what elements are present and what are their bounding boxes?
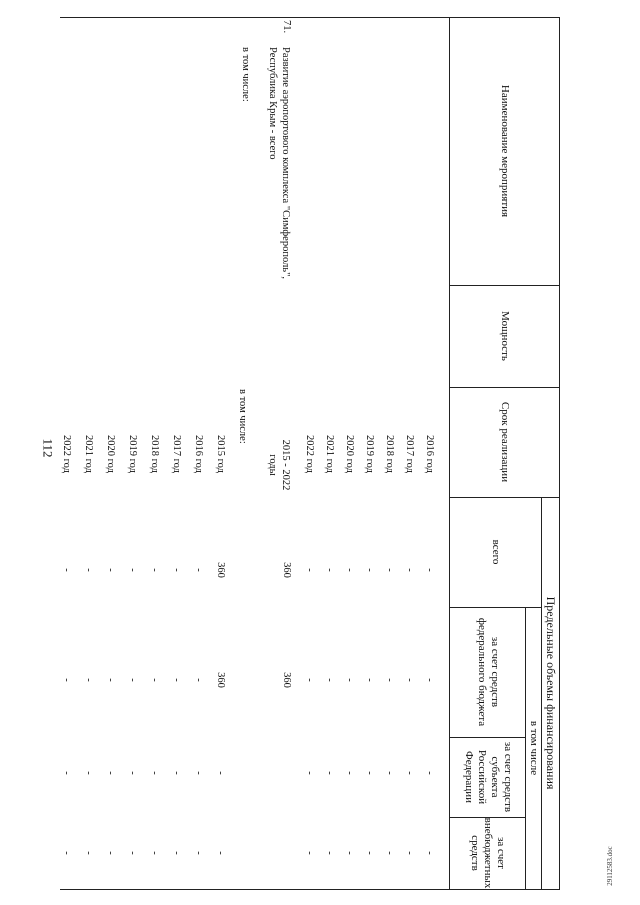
row-total: 360 [215,562,226,578]
row-subject: - [404,771,415,775]
row-number: 71. [281,20,292,34]
row-federal: - [127,678,138,682]
row-offbudget: - [344,851,355,855]
row-period: 2018 год [384,435,395,473]
row-subject: - [364,771,375,775]
page-number: 112 [40,438,56,458]
header-federal: за счет средств федерального бюджета [476,617,501,727]
header-name: Наименование мероприятия [499,84,512,218]
row-period: 2018 год [149,435,160,473]
table-row [208,17,228,889]
row-federal: - [149,678,160,682]
row-federal: 360 [281,672,292,688]
row-subject: - [127,771,138,775]
row-period: 2015 - 2022 годы [267,439,291,491]
row-offbudget: - [364,851,375,855]
row-period: в том числе: [237,389,248,444]
table-row [397,17,417,889]
row-federal: - [171,678,182,682]
row-offbudget: - [424,851,435,855]
row-name-subtitle: в том числе: [240,47,251,102]
table-row [54,17,74,889]
row-total: - [424,568,435,572]
row-subject: - [83,771,94,775]
table-row [234,17,254,889]
row-total: - [105,568,116,572]
row-subject: - [61,771,72,775]
row-period: 2021 год [324,435,335,473]
row-offbudget: - [61,851,72,855]
row-total: - [83,568,94,572]
row-federal: 360 [215,672,226,688]
table-row [417,17,437,889]
row-federal: - [364,678,375,682]
row-name: Развитие аэропортового комплекса "Симферополь", Республика Крым - всего [267,47,291,280]
row-period: 2015 год [215,435,226,473]
row-period: 2019 год [364,435,375,473]
row-total: - [127,568,138,572]
row-federal: - [424,678,435,682]
row-total: - [171,568,182,572]
row-period: 2017 год [404,435,415,473]
row-period: 2020 год [344,435,355,473]
row-federal: - [105,678,116,682]
table-row [98,17,118,889]
table-row [142,17,162,889]
row-subject: - [193,771,204,775]
row-total: - [364,568,375,572]
row-total: - [324,568,335,572]
table-row [357,17,377,889]
row-subject: - [105,771,116,775]
row-federal: - [61,678,72,682]
row-total: - [404,568,415,572]
row-subject: - [215,771,226,775]
row-offbudget: - [193,851,204,855]
row-period: 2022 год [304,435,315,473]
table-row [317,17,337,889]
row-period: 2016 год [193,435,204,473]
header-funding-group: Предельные объемы финансирования [544,596,559,790]
row-total: - [61,568,72,572]
row-total: - [149,568,160,572]
row-subject: - [424,771,435,775]
funding-table [60,17,560,889]
row-total: 360 [281,562,292,578]
row-offbudget: - [149,851,160,855]
header-offbudget: за счет внебюджетных средств [469,817,508,889]
row-subject: - [324,771,335,775]
row-federal: - [193,678,204,682]
row-period: 2021 год [83,435,94,473]
row-period: 2020 год [105,435,116,473]
table-row [377,17,397,889]
table-border-right [60,889,560,890]
row-offbudget: - [384,851,395,855]
header-period: Срок реализации [499,401,512,483]
row-total: - [344,568,355,572]
row-period: 2019 год [127,435,138,473]
row-subject: - [344,771,355,775]
row-offbudget: - [105,851,116,855]
table-row [76,17,96,889]
row-offbudget: - [83,851,94,855]
row-period: 2022 год [61,435,72,473]
row-offbudget: - [215,851,226,855]
row-total: - [304,568,315,572]
row-offbudget: - [304,851,315,855]
header-including: в том числе [528,720,541,776]
row-offbudget: - [404,851,415,855]
table-row [164,17,184,889]
row-total: - [193,568,204,572]
row-subject: - [304,771,315,775]
footer-doc-id: 29112583.doc [605,846,614,886]
row-offbudget: - [171,851,182,855]
row-total: - [384,568,395,572]
row-subject: - [149,771,160,775]
table-row [297,17,317,889]
table-row [337,17,357,889]
row-subject: - [384,771,395,775]
row-subject: - [171,771,182,775]
header-subject: за счет средств субъекта Российской Федерации [463,741,514,813]
row-period: 2017 год [171,435,182,473]
row-federal: - [304,678,315,682]
table-row [186,17,206,889]
row-federal: - [384,678,395,682]
table-row [267,17,294,889]
row-federal: - [344,678,355,682]
header-total: всего [490,539,503,565]
row-federal: - [83,678,94,682]
header-capacity: Мощность [499,311,512,361]
table-row [120,17,140,889]
row-offbudget: - [127,851,138,855]
row-federal: - [404,678,415,682]
row-offbudget: - [324,851,335,855]
row-period: 2016 год [424,435,435,473]
row-federal: - [324,678,335,682]
